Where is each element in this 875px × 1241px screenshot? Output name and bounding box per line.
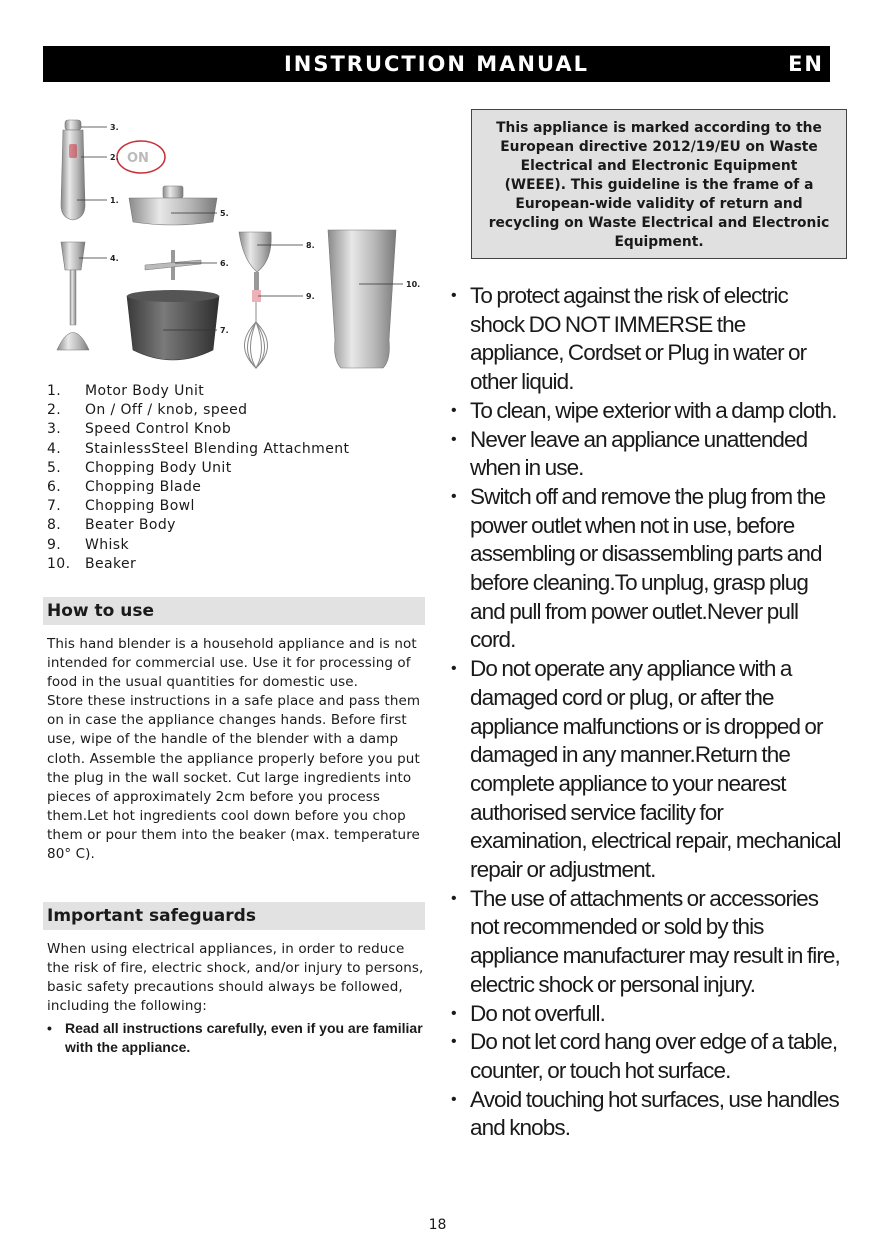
parts-list-item: 7. Chopping Bowl	[47, 498, 195, 515]
page-number: 18	[428, 1217, 447, 1233]
callout-8: 8.	[306, 241, 315, 250]
parts-list-item: 8. Beater Body	[47, 517, 176, 534]
callout-6: 6.	[220, 259, 229, 268]
callout-5: 5.	[220, 209, 229, 218]
beaker-illustration	[328, 230, 396, 368]
parts-list	[47, 382, 349, 574]
callout-9: 9.	[306, 292, 315, 301]
on-switch-callout	[117, 141, 165, 173]
callout-4: 4.	[110, 254, 119, 263]
parts-list-item: 3. Speed Control Knob	[47, 421, 232, 438]
parts-list-item: 9. Whisk	[47, 536, 130, 553]
how-to-use-text	[47, 635, 427, 864]
callout-3: 3.	[110, 123, 119, 132]
how-to-use-heading: How to use	[43, 597, 425, 625]
safety-bullet: • Do not operate any appliance with a damaged cord or plug, or after the appliance malfunctions or is dropped or damaged in any manner.Return the complete appliance to your nearest authorised service facility for examination, electrical repair, mechanical repair or adjustment.	[451, 656, 841, 883]
on-label: ON	[127, 151, 149, 166]
motor-body-unit-illustration	[61, 120, 85, 220]
parts-list-item: 2. On / Off / knob, speed	[47, 402, 248, 419]
chopping-bowl-illustration	[127, 290, 219, 360]
weee-notice-box: This appliance is marked according to the European directive 2012/19/EU on Waste Electrical and Electronic Equipment (WEEE). This guideline is the frame of a European-wide validity of return and recycling on Waste Electrical and Electronic Equipment.	[471, 109, 847, 259]
whisk-illustration	[245, 290, 268, 368]
callout-7: 7.	[220, 326, 229, 335]
bullet-dot: •	[47, 1020, 52, 1036]
chopping-body-unit-illustration	[129, 186, 217, 225]
parts-list-item: 5. Chopping Body Unit	[47, 459, 232, 476]
manual-title: INSTRUCTION MANUAL	[283, 52, 590, 76]
callout-1: 1.	[110, 196, 119, 205]
parts-list-item: 6. Chopping Blade	[47, 479, 202, 496]
how-to-use-paragraph-2: Store these instructions in a safe place and pass them on in case the appliance changes hands. Before first use, wipe of the handle of the blender with a damp cloth. Assemble the appliance properly before you put the plug in the wall socket. Cut large ingredients into pieces of approximately 2cm before you process them.Let hot ingredients cool down before you chop them or pour them into the beaker (max. temperature 80° C).	[47, 693, 421, 863]
parts-list-item: 1. Motor Body Unit	[47, 383, 205, 399]
safety-bullet: • Never leave an appliance unattended when in use.	[451, 426, 808, 481]
language-code: EN	[788, 52, 824, 76]
callout-10: 10.	[406, 280, 421, 289]
safeguards-intro: When using electrical appliances, in order to reduce the risk of fire, electric shock, and/or injury to persons, basic safety precautions should always be followed, including the following:	[47, 941, 424, 1015]
read-instructions-bullet	[47, 1019, 427, 1057]
safety-bullet: • Do not overfull.	[451, 1000, 605, 1026]
beater-body-illustration	[239, 232, 271, 290]
header-bar	[43, 46, 830, 82]
safety-bullet: • Do not let cord hang over edge of a table, counter, or touch hot surface.	[451, 1029, 838, 1083]
safety-bullet: • Avoid touching hot surfaces, use handles and knobs.	[451, 1086, 839, 1141]
callout-2: 2.	[110, 153, 119, 162]
safety-bullet: • To protect against the risk of electric shock DO NOT IMMERSE the appliance, Cordset or Plug in water or other liquid.	[451, 283, 807, 395]
chopping-blade-illustration	[145, 250, 201, 280]
read-instructions-text: Read all instructions carefully, even if you are familiar with the appliance.	[65, 1020, 423, 1055]
important-safeguards-heading: Important safeguards	[43, 902, 425, 930]
product-diagram	[43, 110, 433, 380]
safety-bullet: • Switch off and remove the plug from the power outlet when not in use, before assembling or disassembling parts and before cleaning.To unplug, grasp plug and pull from power outlet.Never pull cord.	[451, 483, 826, 653]
safety-bullet: • The use of attachments or accessories not recommended or sold by this appliance manufacturer may result in fire, electric shock or personal injury.	[451, 885, 840, 997]
safety-bullet-list	[451, 282, 841, 1143]
safety-bullet: • To clean, wipe exterior with a damp cloth.	[451, 397, 837, 423]
parts-list-item: 10. Beaker	[47, 555, 137, 572]
how-to-use-paragraph-1: This hand blender is a household appliance and is not intended for commercial use. Use it for processing of food in the usual quantities for domestic use.	[47, 636, 417, 691]
parts-list-item: 4. StainlessSteel Blending Attachment	[47, 440, 350, 457]
